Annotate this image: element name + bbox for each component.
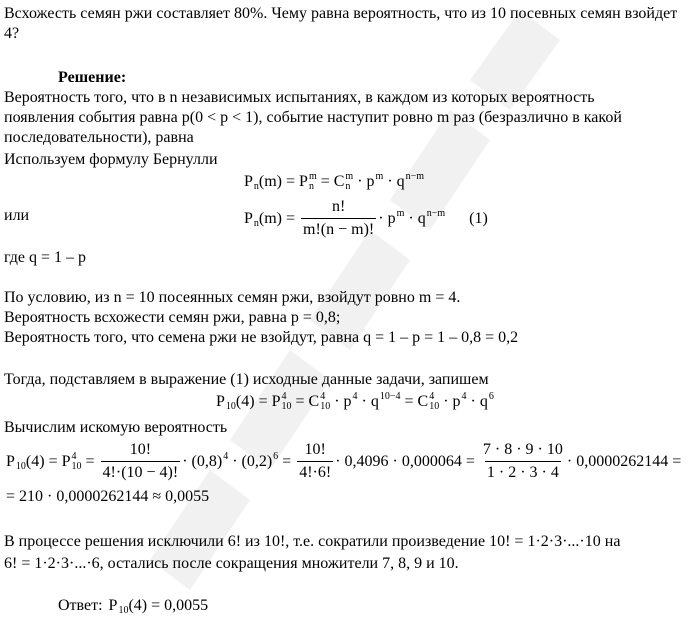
math-base: P [108,597,118,614]
math-text: (m) = [258,209,300,227]
math-text: · [182,452,192,470]
math-scripts [282,392,292,412]
subscript-spacer [406,182,424,192]
solution-heading: Решение: [58,69,127,86]
intro-line-1: Вероятность того, что в n независимых испытаниях, в каждом из которых вероятность [4,89,595,106]
math-text: = 210 · 0,0000262144 ≈ 0,0055 [6,488,210,505]
superscript: m [308,171,317,182]
fraction-denominator: m!(n − m)! [301,218,376,239]
math-base: P [216,393,225,410]
problem-line-2: 4? [4,25,20,42]
math-text: · [439,393,453,410]
math-symbol [272,392,292,412]
math-scripts [397,209,405,229]
bernoulli-label: Используем формулу Бернулли [4,151,218,168]
math-text: · [466,393,480,410]
superscript: 4 [429,391,435,402]
fraction-numerator: 10! [304,441,326,458]
subscript-spacer [397,219,405,229]
math-text: · [353,173,367,190]
formula-substituted [216,392,494,412]
fraction [481,441,565,482]
formula-result [6,488,209,506]
math-scripts [429,392,439,412]
subscript: n [253,181,259,192]
superscript: 6 [273,450,279,462]
fraction-numerator: 7 · 8 · 9 · 10 [482,441,563,458]
compute-label: Вычислим искомую вероятность [4,419,228,436]
math-symbol [453,392,467,412]
answer-formula [109,596,209,616]
superscript: 4 [461,391,467,402]
substitute-label: Тогда, подставляем в выражение (1) исходные данные задачи, запишем [4,371,489,388]
fraction-denominator: 4!·6! [297,461,333,482]
superscript-spacer [16,452,26,462]
math-base: C [417,393,429,410]
math-symbol [418,392,440,412]
subscript-spacer [376,182,384,192]
math-text: · [357,393,371,410]
math-scripts [226,392,236,412]
intro-line-2: появления события равна p(0 < p < 1), событие наступит ровно m раз (безразлично в какой [4,109,622,126]
math-symbol [6,452,26,472]
math-base: P [6,452,15,470]
math-text: (4) = 0,0055 [128,597,209,614]
where-q: где q = 1 – p [4,249,87,266]
math-text: (m) = [258,173,300,190]
math-text: · [383,173,397,190]
problem-line-1: Всхожесть семян ржи составляет 80%. Чему равна вероятность, что из 10 посевных семян взойдет [4,5,678,22]
condition-line-1: По условию, из n = 10 посеянных семян ржи, взойдут ровно m = 4. [4,289,461,306]
subscript: n [253,217,259,229]
math-symbol [299,172,317,192]
superscript: m [396,207,405,219]
subscript: 10 [429,401,440,412]
remark-line-2: 6! = 1·2·3·...·6, остались после сокращения множители 7, 8, 9 и 10. [4,555,459,572]
superscript: 4 [281,391,287,402]
math-text: = [316,173,334,190]
subscript: 10 [15,460,26,472]
math-symbol [216,392,236,412]
math-base: P [271,393,281,410]
condition-line-2: Вероятность всхожести семян ржи, равна p = 0,8; [4,309,341,326]
math-text: = [81,452,99,470]
fraction [297,441,333,482]
math-text: · [228,452,242,470]
math-scripts [376,172,384,192]
math-scripts [345,172,353,192]
math-text: = [278,452,296,470]
math-base: q [370,393,379,410]
condition-line-3: Вероятность того, что семена ржи не взойдут, равна q = 1 – p = 1 – 0,8 = 0,2 [4,329,519,346]
math-scripts [16,452,26,472]
math-symbol [242,452,279,472]
superscript: m [345,171,354,182]
math-scripts [406,172,424,192]
math-base: (0,8) [191,452,223,470]
subscript: 10 [225,401,236,412]
math-scripts [489,392,494,412]
math-base: P [244,209,253,227]
superscript: n−m [426,207,446,219]
subscript-spacer [380,402,401,412]
math-symbol [418,209,445,229]
superscript: 4 [223,450,229,462]
math-symbol [192,452,229,472]
subscript: 10 [281,401,292,412]
fraction-denominator: 1 · 2 · 3 · 4 [485,461,561,482]
formula-computation [6,441,681,482]
fraction-numerator: n! [331,198,346,215]
math-symbol [309,392,331,412]
math-text: (1) [445,209,488,227]
math-symbol [344,392,358,412]
intro-line-3: последовательности), равна [4,129,194,146]
remark-line-1: В процессе решения исключили 6! из 10!, т.е. сократили произведение 10! = 1·2·3·...·10 на [4,533,621,550]
superscript: m [375,171,384,182]
math-symbol [244,209,259,229]
superscript: 4 [71,450,77,462]
math-base: (0,2) [241,452,273,470]
math-text: · [330,393,344,410]
math-scripts [118,596,128,616]
math-scripts [309,172,317,192]
superscript: 4 [352,391,358,402]
math-text: (4) = [235,393,272,410]
superscript: 6 [488,391,494,402]
subscript: 10 [118,605,129,616]
math-base: q [479,393,488,410]
fraction-numerator: 10! [129,441,152,458]
math-base: C [308,393,320,410]
fraction [301,198,376,239]
subscript-spacer [427,219,445,229]
math-text: · [404,209,418,227]
math-symbol [367,172,384,192]
math-base: p [452,393,461,410]
math-scripts [72,452,82,472]
subscript: n [308,181,314,192]
subscript: 10 [71,460,82,472]
superscript: 10−4 [379,391,401,402]
math-text: = [400,393,418,410]
math-base: P [244,173,253,190]
subscript: n [345,181,351,192]
math-text: · 0,0000262144 = [566,452,682,470]
math-base: C [333,173,345,190]
fraction-denominator: 4!·(10 − 4)! [101,461,181,482]
math-symbol [62,452,82,472]
math-scripts [320,392,330,412]
math-base: q [417,209,426,227]
subscript: 10 [320,401,331,412]
math-text: · 0,4096 · 0,000064 = [335,452,479,470]
subscript-spacer [489,402,494,412]
math-symbol [334,172,353,192]
math-base: P [299,173,308,190]
math-symbol [388,209,405,229]
superscript: 4 [320,391,326,402]
answer-label: Ответ: [58,597,103,614]
math-text: (4) = [25,452,62,470]
math-symbol [371,392,401,412]
math-scripts [427,209,445,229]
or-label: или [4,207,30,224]
math-symbol [397,172,424,192]
math-base: p [387,209,396,227]
formula-bernoulli-expanded [244,198,488,239]
superscript: n−m [405,171,425,182]
math-symbol [109,596,129,616]
math-text: · [378,209,388,227]
math-text: = [291,393,309,410]
math-symbol [480,392,494,412]
math-base: q [396,173,405,190]
answer [58,596,208,616]
formula-bernoulli [244,172,424,192]
math-base: p [366,173,375,190]
math-base: P [61,452,71,470]
math-symbol [244,172,259,192]
math-scripts [380,392,401,412]
math-base: p [343,393,352,410]
fraction [101,441,181,482]
